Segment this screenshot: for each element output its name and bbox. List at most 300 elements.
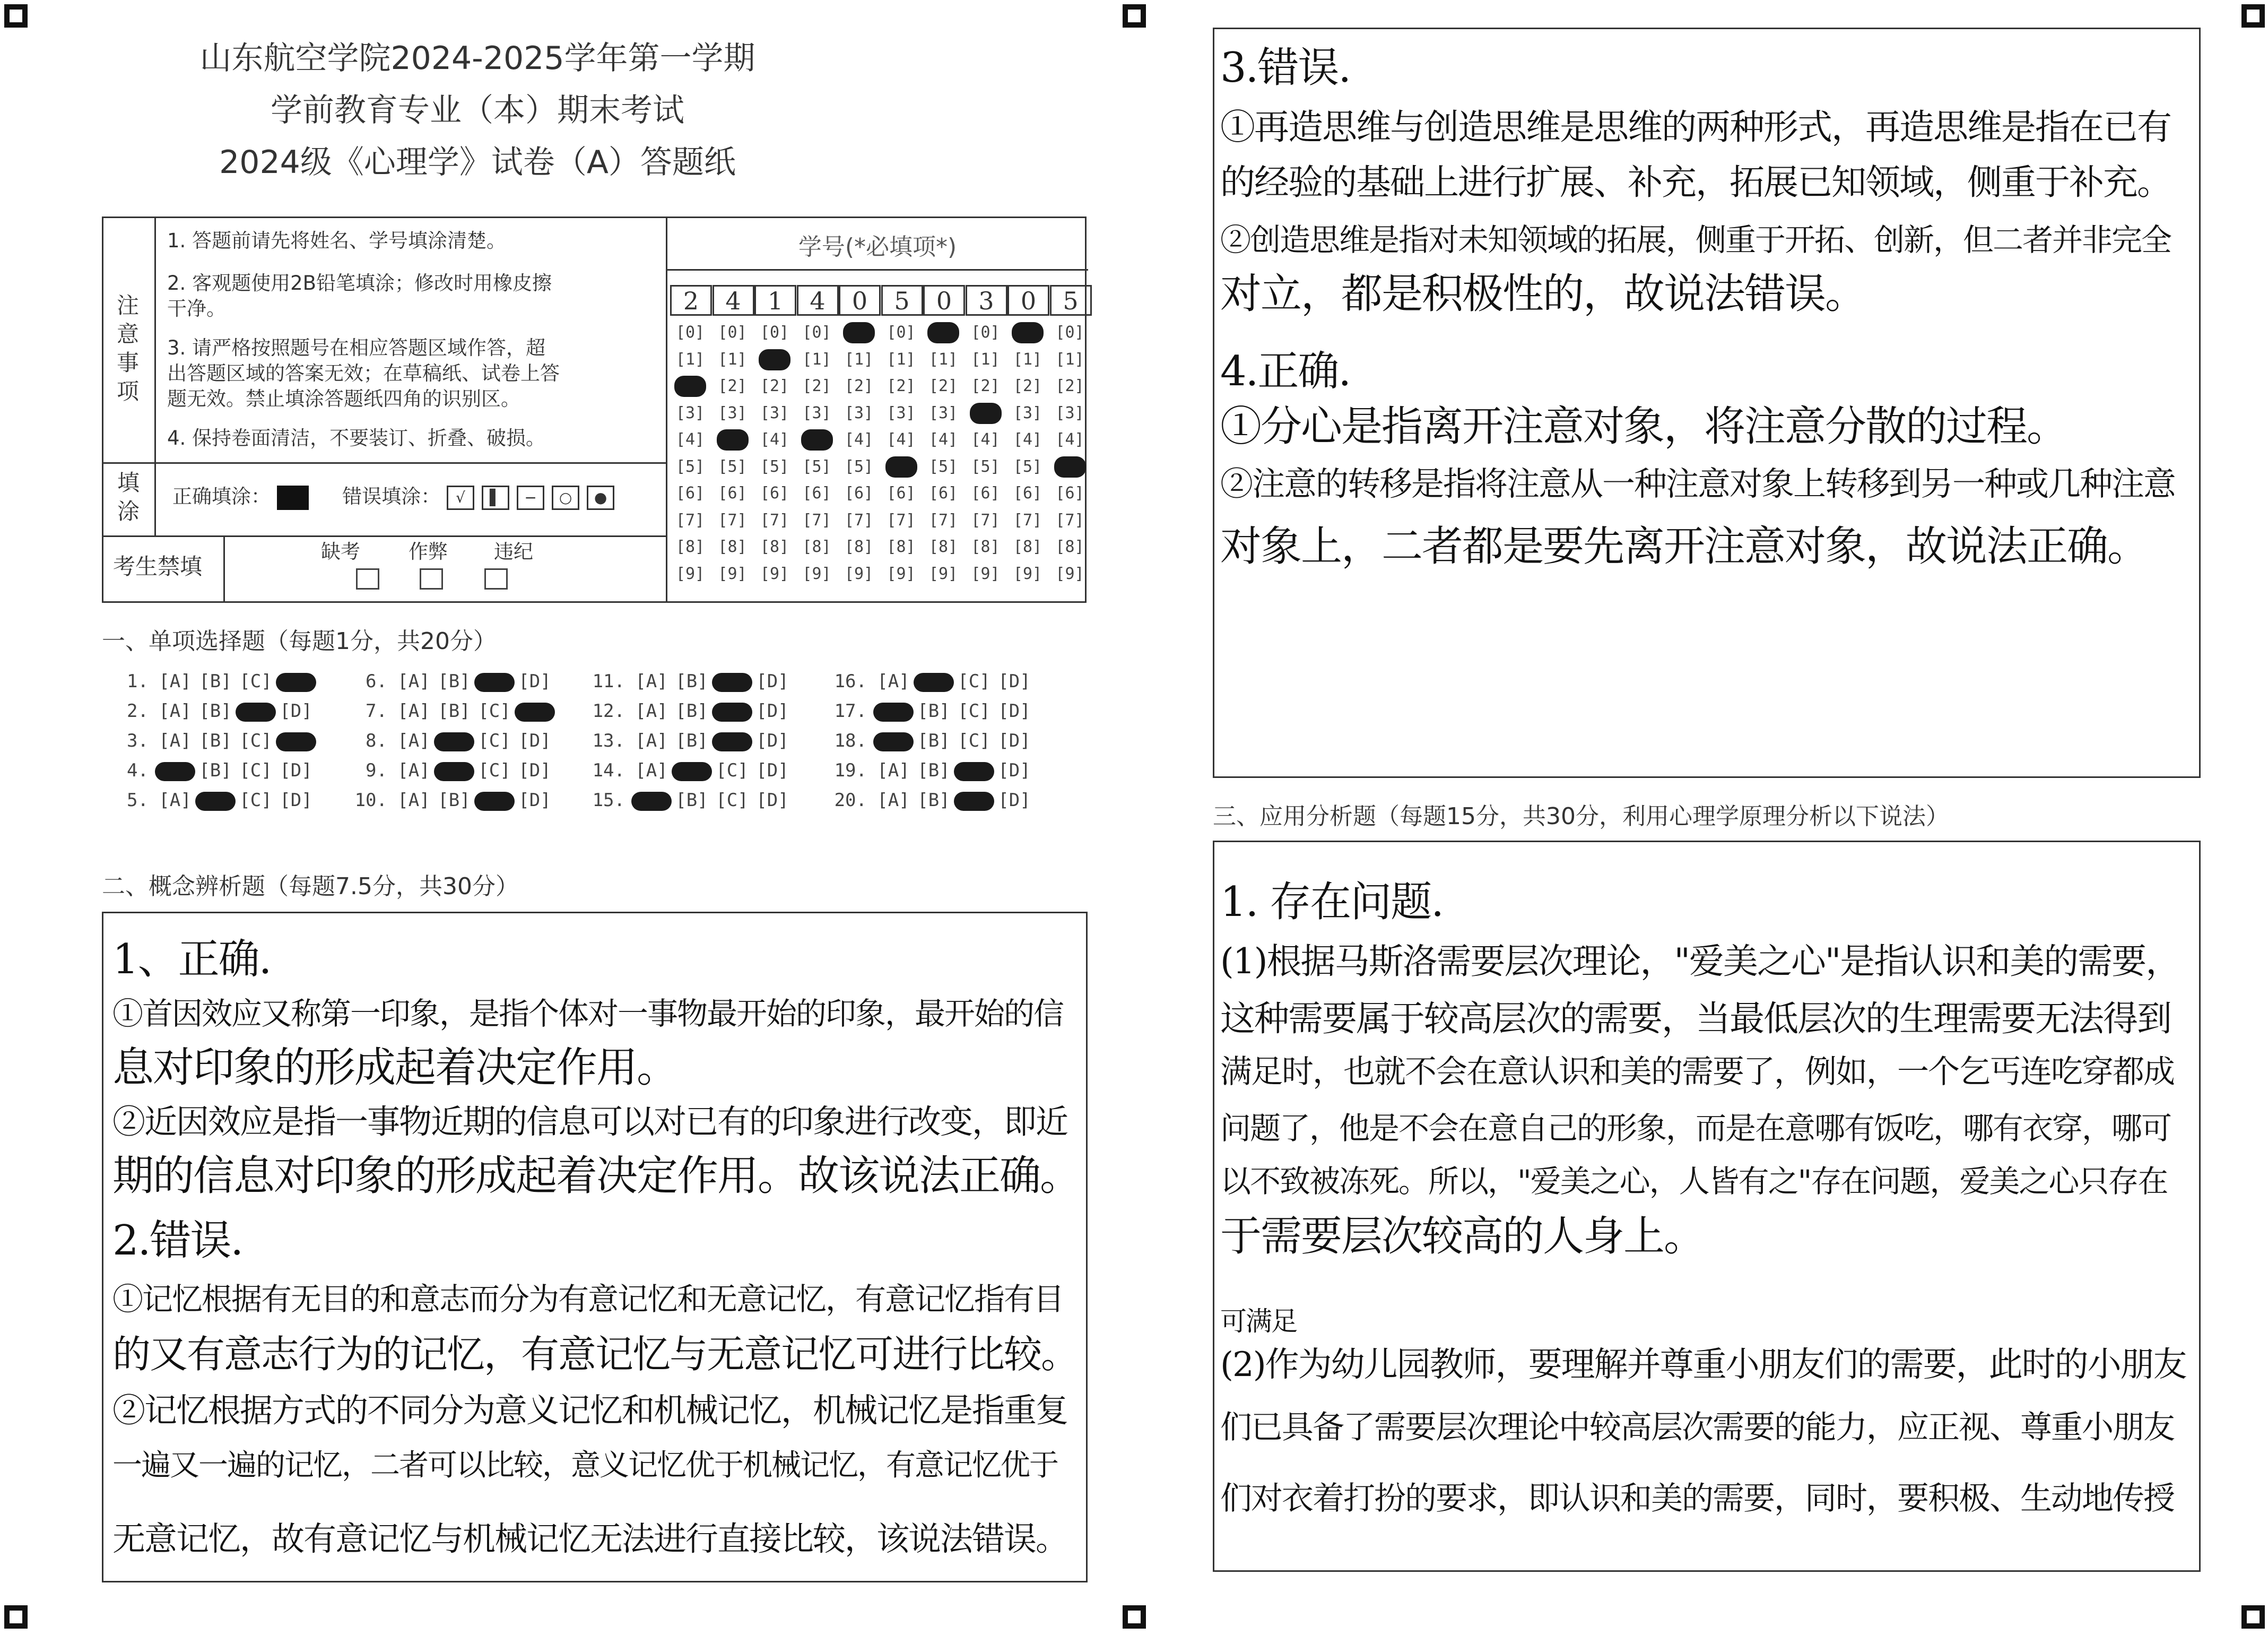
student-id-bubble[interactable]: [5] bbox=[1013, 457, 1042, 476]
student-id-bubble[interactable] bbox=[759, 349, 790, 370]
mcq-question-number: 13. bbox=[592, 730, 625, 751]
student-id-bubble[interactable]: [7] bbox=[928, 511, 958, 530]
concept-answer-line: ①记忆根据有无目的和意志而分为有意记忆和无意记忆，有意记忆指有目 bbox=[112, 1281, 1064, 1317]
analysis-answer-line: 们对衣着打扮的要求，即认识和美的需要，同时，要积极、生动地传授 bbox=[1220, 1480, 2174, 1517]
concept-answer-line: 1、正确. bbox=[112, 936, 271, 983]
mcq-option-bubble[interactable]: [D] bbox=[756, 790, 789, 811]
forbid-violate-label: 违纪 bbox=[494, 540, 533, 563]
student-id-digit-box[interactable]: 4 bbox=[797, 285, 839, 316]
student-id-header: 学号(*必填项*) bbox=[798, 233, 957, 261]
concept-answer-line: 期的信息对印象的形成起着决定作用。故该说法正确。 bbox=[112, 1152, 1081, 1200]
concept-continued-line: ②注意的转移是指将注意从一种注意对象上转移到另一种或几种注意 bbox=[1220, 464, 2176, 503]
student-id-digit-box[interactable]: 3 bbox=[966, 285, 1007, 316]
student-id-digit-box[interactable]: 2 bbox=[670, 285, 712, 316]
mcq-question-row bbox=[828, 760, 1035, 781]
student-id-bubble[interactable]: [0] bbox=[802, 323, 831, 342]
mcq-option-bubble[interactable]: [A] bbox=[635, 700, 668, 722]
mcq-question-row bbox=[348, 671, 555, 692]
mcq-question-number: 12. bbox=[592, 700, 625, 722]
student-id-bubble[interactable]: [0] bbox=[675, 323, 705, 342]
student-id-bubble[interactable]: [5] bbox=[802, 457, 831, 476]
student-id-bubble[interactable]: [0] bbox=[760, 323, 789, 342]
student-id-bubble[interactable]: [6] bbox=[887, 484, 916, 503]
concept-continued-line: ②创造思维是指对未知领域的拓展，侧重于开拓、创新，但二者并非完全 bbox=[1220, 222, 2171, 258]
mcq-option-bubble[interactable]: [B] bbox=[199, 700, 232, 722]
student-id-digit-box[interactable]: 5 bbox=[881, 285, 923, 316]
student-id-bubble[interactable] bbox=[1054, 456, 1086, 478]
analysis-answer-line: 可满足 bbox=[1220, 1306, 1297, 1337]
mcq-option-bubble[interactable] bbox=[672, 762, 712, 781]
student-id-bubble[interactable]: [7] bbox=[1055, 511, 1084, 530]
concept-section-title: 二、概念辨析题（每题7.5分，共30分） bbox=[102, 873, 519, 900]
corner-mark-top-mid bbox=[1123, 4, 1146, 28]
corner-mark-bottom-right bbox=[2241, 1605, 2265, 1629]
mcq-option-bubble[interactable]: [D] bbox=[280, 790, 312, 811]
mcq-option-bubble[interactable]: [D] bbox=[756, 700, 789, 722]
analysis-answer-line: 这种需要属于较高层次的需要，当最低层次的生理需要无法得到 bbox=[1220, 998, 2171, 1039]
mcq-question-number: 1. bbox=[127, 671, 149, 692]
mcq-option-bubble[interactable]: [A] bbox=[877, 760, 910, 781]
concept-continued-line: 的经验的基础上进行扩展、补充，拓展已知领域，侧重于补充。 bbox=[1220, 162, 2171, 203]
student-id-bubble[interactable]: [6] bbox=[971, 484, 1000, 503]
student-id-digit-box[interactable]: 5 bbox=[1050, 285, 1092, 316]
mcq-option-bubble[interactable]: [D] bbox=[280, 760, 312, 781]
mcq-question-number: 10. bbox=[354, 790, 387, 811]
fill-correct-sample bbox=[172, 483, 622, 510]
student-id-bubble[interactable]: [2] bbox=[844, 377, 874, 395]
fill-label: 填涂 bbox=[117, 470, 140, 524]
mcq-question-number: 5. bbox=[127, 790, 149, 811]
mcq-option-bubble[interactable]: [B] bbox=[199, 760, 232, 781]
mcq-option-bubble[interactable]: [D] bbox=[518, 671, 551, 692]
student-id-bubble[interactable]: [9] bbox=[971, 564, 1000, 583]
exam-title-line1: 山东航空学院2024-2025学年第一学期 bbox=[199, 40, 755, 77]
fill-wrong-label: 错误填涂： bbox=[342, 485, 441, 508]
mcq-option-bubble[interactable]: [C] bbox=[958, 671, 990, 692]
notice-item-3: 3. 请严格按照题号在相应答题区域作答，超 bbox=[167, 336, 546, 359]
mcq-option-bubble[interactable]: [C] bbox=[478, 700, 511, 722]
mcq-question-number: 11. bbox=[592, 671, 625, 692]
mcq-option-bubble[interactable]: [A] bbox=[397, 671, 430, 692]
analysis-answer-line: 满足时，也就不会在意认识和美的需要了，例如，一个乞丐连吃穿都成 bbox=[1220, 1053, 2174, 1091]
mcq-question-row bbox=[828, 730, 1035, 751]
mcq-question-number: 7. bbox=[366, 700, 387, 722]
student-id-bubble[interactable]: [2] bbox=[1055, 377, 1084, 395]
mcq-option-bubble[interactable]: [D] bbox=[518, 730, 551, 751]
mcq-option-bubble[interactable]: [B] bbox=[438, 700, 471, 722]
mcq-option-bubble[interactable]: [A] bbox=[159, 730, 192, 751]
student-id-bubble[interactable]: [6] bbox=[1013, 484, 1042, 503]
mcq-question-number: 17. bbox=[834, 700, 867, 722]
mcq-option-bubble[interactable]: [C] bbox=[478, 760, 511, 781]
mcq-option-bubble[interactable]: [B] bbox=[917, 790, 950, 811]
mcq-question-number: 8. bbox=[366, 730, 387, 751]
student-id-bubble[interactable]: [7] bbox=[802, 511, 831, 530]
student-id-bubble[interactable]: [5] bbox=[928, 457, 958, 476]
corner-mark-bottom-left bbox=[4, 1605, 28, 1629]
student-id-bubble[interactable]: [3] bbox=[718, 403, 747, 422]
forbid-label: 考生禁填 bbox=[113, 553, 203, 579]
student-id-bubble[interactable]: [6] bbox=[1055, 484, 1084, 503]
mcq-option-bubble[interactable]: [C] bbox=[716, 760, 749, 781]
student-id-bubble[interactable]: [1] bbox=[1013, 350, 1042, 369]
student-id-bubble[interactable]: [3] bbox=[802, 403, 831, 422]
student-id-bubble[interactable]: [4] bbox=[971, 430, 1000, 449]
student-id-bubble[interactable]: [7] bbox=[971, 511, 1000, 530]
mcq-option-bubble[interactable]: [B] bbox=[199, 730, 232, 751]
mcq-option-bubble[interactable]: [B] bbox=[675, 700, 708, 722]
analysis-answer-line: (1)根据马斯洛需要层次理论，"爱美之心"是指认识和美的需要， bbox=[1220, 941, 2180, 982]
mcq-question-row bbox=[348, 700, 555, 722]
mcq-question-row bbox=[348, 730, 555, 751]
mcq-option-bubble[interactable] bbox=[195, 792, 236, 811]
mcq-option-bubble[interactable]: [B] bbox=[675, 671, 708, 692]
student-id-bubble[interactable] bbox=[885, 456, 917, 478]
notice-item-3c: 题无效。禁止填涂答题纸四角的识别区。 bbox=[167, 387, 520, 410]
student-id-bubble[interactable]: [7] bbox=[760, 511, 789, 530]
mcq-question-row bbox=[828, 790, 1035, 811]
student-id-digit-box[interactable]: 0 bbox=[1007, 285, 1049, 316]
student-id-bubble[interactable]: [9] bbox=[718, 564, 747, 583]
forbid-absent-label: 缺考 bbox=[321, 540, 360, 563]
wrong-bar-mark: ▌ bbox=[482, 486, 509, 510]
corner-mark-bottom-mid bbox=[1123, 1605, 1146, 1629]
mcq-option-bubble[interactable]: [D] bbox=[998, 700, 1031, 722]
mcq-question-number: 6. bbox=[366, 671, 387, 692]
student-id-bubble[interactable]: [3] bbox=[1055, 403, 1084, 422]
wrong-dash-mark: − bbox=[517, 486, 544, 510]
notice-item-3b: 出答题区域的答案无效；在草稿纸、试卷上答 bbox=[167, 362, 560, 385]
mcq-question-row bbox=[109, 760, 316, 781]
student-id-bubble[interactable]: [4] bbox=[1013, 430, 1042, 449]
student-id-bubble[interactable]: [1] bbox=[802, 350, 831, 369]
corner-mark-top-right bbox=[2241, 4, 2265, 28]
fill-correct-label: 正确填涂： bbox=[172, 485, 271, 508]
student-id-bubble[interactable]: [6] bbox=[802, 484, 831, 503]
mcq-question-row bbox=[586, 790, 793, 811]
student-id-bubble[interactable] bbox=[1012, 322, 1044, 343]
mcq-option-bubble[interactable]: [C] bbox=[958, 700, 990, 722]
mcq-option-bubble[interactable]: [B] bbox=[675, 730, 708, 751]
mcq-option-bubble[interactable]: [D] bbox=[756, 760, 789, 781]
analysis-answer-line: (2)作为幼儿园教师，要理解并尊重小朋友们的需要，此时的小朋友 bbox=[1220, 1345, 2186, 1385]
mcq-option-bubble[interactable] bbox=[515, 703, 555, 722]
student-id-bubble[interactable]: [3] bbox=[844, 403, 874, 422]
violate-checkbox[interactable] bbox=[484, 568, 508, 590]
student-id-bubble[interactable]: [2] bbox=[887, 377, 916, 395]
student-id-bubble[interactable]: [3] bbox=[887, 403, 916, 422]
student-id-bubble[interactable]: [5] bbox=[675, 457, 705, 476]
student-id-bubble[interactable]: [4] bbox=[760, 430, 789, 449]
student-id-bubble[interactable]: [1] bbox=[887, 350, 916, 369]
mcq-option-bubble[interactable] bbox=[954, 792, 994, 811]
mcq-option-bubble[interactable]: [D] bbox=[998, 730, 1031, 751]
student-id-bubble[interactable]: [6] bbox=[844, 484, 874, 503]
student-id-bubble[interactable]: [9] bbox=[802, 564, 831, 583]
mcq-question-row bbox=[109, 790, 316, 811]
mcq-option-bubble[interactable]: [C] bbox=[239, 790, 272, 811]
student-id-digit-box[interactable]: 1 bbox=[754, 285, 796, 316]
exam-title-line2: 学前教育专业（本）期末考试 bbox=[271, 92, 684, 129]
forbid-cheat-label: 作弊 bbox=[409, 540, 448, 563]
student-id-bubble[interactable]: [6] bbox=[718, 484, 747, 503]
mcq-option-bubble[interactable]: [B] bbox=[917, 730, 950, 751]
student-id-bubble[interactable]: [2] bbox=[718, 377, 747, 395]
student-id-bubble[interactable]: [8] bbox=[971, 538, 1000, 556]
student-id-digit-box[interactable]: 4 bbox=[712, 285, 754, 316]
student-id-bubble[interactable]: [0] bbox=[971, 323, 1000, 342]
mcq-option-bubble[interactable]: [B] bbox=[917, 760, 950, 781]
student-id-bubble[interactable]: [1] bbox=[675, 350, 705, 369]
mcq-option-bubble[interactable]: [C] bbox=[716, 790, 749, 811]
mcq-option-bubble[interactable]: [C] bbox=[239, 730, 272, 751]
student-id-bubble[interactable]: [9] bbox=[844, 564, 874, 583]
mcq-option-bubble[interactable]: [A] bbox=[397, 790, 430, 811]
student-id-bubble[interactable] bbox=[927, 322, 959, 343]
analysis-answer-line: 问题了，他是不会在意自己的形象，而是在意哪有饭吃，哪有衣穿，哪可 bbox=[1220, 1110, 2171, 1146]
mcq-option-bubble[interactable]: [A] bbox=[877, 671, 910, 692]
student-id-bubble[interactable]: [8] bbox=[928, 538, 958, 556]
student-id-bubble[interactable]: [2] bbox=[760, 377, 789, 395]
mcq-option-bubble[interactable]: [A] bbox=[635, 671, 668, 692]
mcq-question-number: 20. bbox=[834, 790, 867, 811]
student-id-bubble[interactable]: [8] bbox=[718, 538, 747, 556]
concept-answer-line: ②近因效应是指一事物近期的信息可以对已有的印象进行改变，即近 bbox=[112, 1102, 1068, 1141]
mcq-question-number: 16. bbox=[834, 671, 867, 692]
mcq-option-bubble[interactable]: [B] bbox=[438, 671, 471, 692]
student-id-bubble[interactable]: [0] bbox=[887, 323, 916, 342]
student-id-bubble[interactable]: [9] bbox=[675, 564, 705, 583]
concept-continued-line: 对立，都是积极性的，故说法错误。 bbox=[1220, 270, 1866, 318]
mcq-option-bubble[interactable] bbox=[236, 703, 276, 722]
student-id-bubble[interactable]: [0] bbox=[718, 323, 747, 342]
student-id-bubble[interactable] bbox=[970, 403, 1002, 424]
concept-continued-line: ①分心是指离开注意对象，将注意分散的过程。 bbox=[1220, 403, 2067, 451]
student-id-bubble[interactable]: [7] bbox=[887, 511, 916, 530]
mcq-question-row bbox=[586, 671, 793, 692]
mcq-question-row bbox=[109, 671, 316, 692]
wrong-dot-mark: ● bbox=[587, 486, 614, 510]
mcq-question-row bbox=[348, 760, 555, 781]
wrong-check-mark: √ bbox=[447, 486, 474, 510]
student-id-bubble[interactable]: [6] bbox=[675, 484, 705, 503]
student-id-bubble[interactable]: [7] bbox=[718, 511, 747, 530]
mcq-option-bubble[interactable] bbox=[873, 732, 914, 751]
mcq-option-bubble[interactable]: [A] bbox=[159, 790, 192, 811]
correct-fill-mark bbox=[277, 486, 309, 510]
mcq-question-number: 3. bbox=[127, 730, 149, 751]
student-id-bubble[interactable]: [6] bbox=[928, 484, 958, 503]
analysis-answer-line: 们已具备了需要层次理论中较高层次需要的能力，应正视、尊重小朋友 bbox=[1220, 1409, 2174, 1446]
wrong-circle-mark: ○ bbox=[552, 486, 579, 510]
concept-answer-line: ②记忆根据方式的不同分为意义记忆和机械记忆，机械记忆是指重复 bbox=[112, 1391, 1068, 1430]
mcq-question-number: 4. bbox=[127, 760, 149, 781]
mcq-option-bubble[interactable]: [C] bbox=[239, 760, 272, 781]
student-id-bubble[interactable]: [8] bbox=[1055, 538, 1084, 556]
mcq-option-bubble[interactable] bbox=[155, 762, 195, 781]
student-id-bubble[interactable]: [2] bbox=[802, 377, 831, 395]
absent-checkbox[interactable] bbox=[356, 568, 379, 590]
mcq-option-bubble[interactable]: [B] bbox=[675, 790, 708, 811]
student-id-digit-box[interactable]: 0 bbox=[923, 285, 965, 316]
mcq-option-bubble[interactable] bbox=[474, 792, 515, 811]
concept-answer-line: 息对印象的形成起着决定作用。 bbox=[112, 1044, 677, 1092]
student-id-bubble[interactable]: [5] bbox=[760, 457, 789, 476]
student-id-bubble[interactable]: [2] bbox=[928, 377, 958, 395]
concept-continued-line: 对象上，二者都是要先离开注意对象，故说法正确。 bbox=[1220, 523, 2148, 570]
mcq-question-row bbox=[109, 700, 316, 722]
mcq-option-bubble[interactable]: [A] bbox=[635, 730, 668, 751]
mcq-question-row bbox=[586, 760, 793, 781]
analysis-answer-line: 1. 存在问题. bbox=[1220, 878, 1444, 926]
mcq-option-bubble[interactable] bbox=[474, 673, 515, 692]
student-id-bubble[interactable]: [8] bbox=[675, 538, 705, 556]
student-id-bubble[interactable]: [1] bbox=[928, 350, 958, 369]
student-id-digit-box[interactable]: 0 bbox=[839, 285, 881, 316]
student-id-bubble[interactable]: [8] bbox=[760, 538, 789, 556]
concept-continued-line: 3.错误. bbox=[1220, 44, 1351, 92]
mcq-option-bubble[interactable] bbox=[276, 673, 316, 692]
student-id-bubble[interactable]: [2] bbox=[971, 377, 1000, 395]
mcq-question-number: 15. bbox=[592, 790, 625, 811]
student-id-bubble[interactable]: [7] bbox=[844, 511, 874, 530]
student-id-bubble[interactable]: [4] bbox=[844, 430, 874, 449]
corner-mark-top-left bbox=[4, 4, 28, 28]
student-id-bubble[interactable]: [6] bbox=[760, 484, 789, 503]
header-panel bbox=[102, 217, 1087, 603]
mcq-option-bubble[interactable]: [D] bbox=[518, 790, 551, 811]
student-id-bubble[interactable] bbox=[801, 429, 833, 451]
mcq-option-bubble[interactable] bbox=[276, 732, 316, 751]
exam-title-line3: 2024级《心理学》试卷（A）答题纸 bbox=[219, 144, 736, 181]
mcq-option-bubble[interactable]: [A] bbox=[397, 700, 430, 722]
student-id-bubble[interactable]: [9] bbox=[887, 564, 916, 583]
student-id-bubble[interactable]: [0] bbox=[1055, 323, 1084, 342]
student-id-bubble[interactable]: [1] bbox=[718, 350, 747, 369]
mcq-option-bubble[interactable]: [B] bbox=[438, 790, 471, 811]
mcq-option-bubble[interactable]: [D] bbox=[518, 760, 551, 781]
mcq-option-bubble[interactable]: [A] bbox=[397, 760, 430, 781]
mcq-option-bubble[interactable]: [A] bbox=[397, 730, 430, 751]
notice-item-2: 2. 客观题使用2B铅笔填涂；修改时用橡皮擦 bbox=[167, 272, 552, 295]
mcq-option-bubble[interactable]: [D] bbox=[756, 671, 789, 692]
mcq-option-bubble[interactable] bbox=[873, 703, 914, 722]
mcq-question-row bbox=[586, 730, 793, 751]
mcq-question-row bbox=[828, 700, 1035, 722]
student-id-bubble[interactable]: [9] bbox=[928, 564, 958, 583]
student-id-bubble[interactable] bbox=[717, 429, 749, 451]
concept-answer-line: 的又有意志行为的记忆，有意记忆与无意记忆可进行比较。 bbox=[112, 1332, 1079, 1377]
mcq-option-bubble[interactable]: [D] bbox=[998, 760, 1031, 781]
concept-continued-line: ①再造思维与创造思维是思维的两种形式，再造思维是指在已有 bbox=[1220, 107, 2171, 148]
mcq-option-bubble[interactable]: [C] bbox=[958, 730, 990, 751]
mcq-option-bubble[interactable]: [B] bbox=[917, 700, 950, 722]
analysis-section-title: 三、应用分析题（每题15分，共30分，利用心理学原理分析以下说法） bbox=[1213, 803, 1949, 830]
mcq-option-bubble[interactable]: [D] bbox=[280, 700, 312, 722]
student-id-bubble[interactable]: [8] bbox=[844, 538, 874, 556]
mcq-option-bubble[interactable] bbox=[434, 762, 474, 781]
notice-item-4: 4. 保持卷面清洁，不要装订、折叠、破损。 bbox=[167, 427, 546, 449]
mcq-option-bubble[interactable]: [C] bbox=[239, 671, 272, 692]
mcq-section-title: 一、单项选择题（每题1分，共20分） bbox=[102, 628, 497, 655]
student-id-bubble[interactable]: [8] bbox=[1013, 538, 1042, 556]
student-id-bubble[interactable]: [4] bbox=[1055, 430, 1084, 449]
mcq-option-bubble[interactable]: [C] bbox=[478, 730, 511, 751]
mcq-option-bubble[interactable] bbox=[712, 703, 752, 722]
student-id-bubble[interactable]: [8] bbox=[802, 538, 831, 556]
student-id-bubble[interactable]: [9] bbox=[1013, 564, 1042, 583]
mcq-option-bubble[interactable]: [A] bbox=[635, 760, 668, 781]
mcq-option-bubble[interactable]: [A] bbox=[877, 790, 910, 811]
mcq-option-bubble[interactable] bbox=[434, 732, 474, 751]
analysis-answer-line: 以不致被冻死。所以，"爱美之心，人皆有之"存在问题，爱美之心只存在 bbox=[1220, 1163, 2168, 1199]
student-id-bubble[interactable]: [5] bbox=[971, 457, 1000, 476]
student-id-bubble[interactable]: [4] bbox=[675, 430, 705, 449]
student-id-bubble[interactable]: [3] bbox=[760, 403, 789, 422]
mcq-option-bubble[interactable]: [A] bbox=[159, 700, 192, 722]
student-id-bubble[interactable] bbox=[843, 322, 875, 343]
student-id-bubble[interactable] bbox=[674, 376, 706, 397]
student-id-bubble[interactable]: [4] bbox=[928, 430, 958, 449]
student-id-bubble[interactable]: [5] bbox=[718, 457, 747, 476]
mcq-option-bubble[interactable]: [A] bbox=[159, 671, 192, 692]
concept-continued-line: 4.正确. bbox=[1220, 348, 1351, 395]
concept-answer-line: 一遍又一遍的记忆，二者可以比较，意义记忆优于机械记忆，有意记忆优于 bbox=[112, 1448, 1058, 1483]
student-id-bubble[interactable]: [3] bbox=[928, 403, 958, 422]
mcq-question-number: 2. bbox=[127, 700, 149, 722]
mcq-question-row bbox=[828, 671, 1035, 692]
cheat-checkbox[interactable] bbox=[420, 568, 443, 590]
student-id-bubble[interactable]: [1] bbox=[1055, 350, 1084, 369]
student-id-bubble[interactable]: [1] bbox=[844, 350, 874, 369]
notice-item-1: 1. 答题前请先将姓名、学号填涂清楚。 bbox=[167, 229, 507, 252]
mcq-question-row bbox=[109, 730, 316, 751]
concept-answer-line: ①首因效应又称第一印象，是指个体对一事物最开始的印象，最开始的信 bbox=[112, 996, 1064, 1032]
analysis-answer-line: 于需要层次较高的人身上。 bbox=[1220, 1213, 1705, 1260]
student-id-bubble[interactable]: [3] bbox=[1013, 403, 1042, 422]
mcq-question-row bbox=[586, 700, 793, 722]
mcq-question-row bbox=[348, 790, 555, 811]
concept-answer-line: 2.错误. bbox=[112, 1217, 243, 1265]
mcq-question-number: 14. bbox=[592, 760, 625, 781]
mcq-option-bubble[interactable]: [D] bbox=[998, 671, 1031, 692]
student-id-bubble[interactable]: [9] bbox=[760, 564, 789, 583]
notice-item-2b: 干净。 bbox=[167, 297, 226, 320]
student-id-bubble[interactable]: [5] bbox=[844, 457, 874, 476]
mcq-option-bubble[interactable] bbox=[712, 673, 752, 692]
mcq-option-bubble[interactable] bbox=[914, 673, 954, 692]
mcq-option-bubble[interactable] bbox=[954, 762, 994, 781]
mcq-option-bubble[interactable]: [B] bbox=[199, 671, 232, 692]
student-id-bubble[interactable]: [8] bbox=[887, 538, 916, 556]
student-id-bubble[interactable]: [4] bbox=[887, 430, 916, 449]
notice-label: 注意事项 bbox=[116, 292, 139, 404]
student-id-bubble[interactable]: [3] bbox=[675, 403, 705, 422]
mcq-question-number: 19. bbox=[834, 760, 867, 781]
concept-answer-line: 无意记忆，故有意记忆与机械记忆无法进行直接比较，该说法错误。 bbox=[112, 1519, 1068, 1558]
mcq-option-bubble[interactable] bbox=[712, 732, 752, 751]
student-id-bubble[interactable]: [2] bbox=[1013, 377, 1042, 395]
mcq-option-bubble[interactable]: [D] bbox=[998, 790, 1031, 811]
student-id-bubble[interactable]: [9] bbox=[1055, 564, 1084, 583]
mcq-option-bubble[interactable]: [D] bbox=[756, 730, 789, 751]
student-id-bubble[interactable]: [7] bbox=[1013, 511, 1042, 530]
mcq-question-number: 18. bbox=[834, 730, 867, 751]
student-id-bubble[interactable]: [7] bbox=[675, 511, 705, 530]
student-id-bubble[interactable]: [1] bbox=[971, 350, 1000, 369]
mcq-question-number: 9. bbox=[366, 760, 387, 781]
mcq-option-bubble[interactable] bbox=[631, 792, 672, 811]
